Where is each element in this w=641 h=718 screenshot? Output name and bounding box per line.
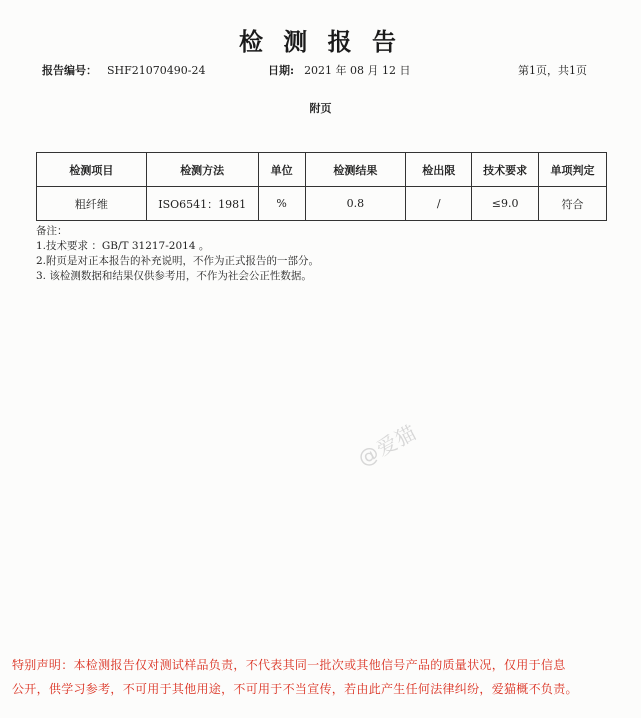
disclaimer — [12, 653, 632, 701]
result-table — [36, 152, 607, 221]
table-header-cell: 技术要求 — [472, 153, 539, 187]
table-header-cell: 检测方法 — [146, 153, 258, 187]
table-header-cell: 单项判定 — [539, 153, 607, 187]
table-row — [37, 187, 607, 221]
report-number-label: 报告编号： — [42, 64, 97, 77]
report-number — [42, 62, 205, 78]
report-number-value: SHF21070490-24 — [107, 64, 206, 77]
table-header-cell: 单位 — [258, 153, 305, 187]
report-date — [268, 62, 411, 78]
table-cell: 粗纤维 — [37, 187, 147, 221]
note-line: 2.附页是对正本报告的补充说明，不作为正式报告的一部分。 — [36, 255, 320, 267]
note-line: 1.技术要求 ：GB/T 31217-2014 。 — [36, 240, 210, 252]
watermark: @爱猫 — [353, 419, 421, 471]
page-info: 第1页，共1页 — [518, 64, 587, 77]
notes-label: 备注： — [36, 225, 68, 237]
disclaimer-line: 公开，供学习参考，不可用于其他用途，不可用于不当宣传，若由此产生任何法律纠纷，爱猫概不负责。 — [12, 682, 578, 696]
report-date-label: 日期: — [268, 64, 295, 77]
report-title: 检 测 报 告 — [238, 27, 403, 56]
subtitle-appendix: 附页 — [309, 102, 332, 115]
table-cell: % — [258, 187, 305, 221]
note-line: 3. 该检测数据和结果仅供参考用，不作为社会公正性数据。 — [36, 270, 312, 282]
table-header-cell: 检出限 — [406, 153, 472, 187]
table-header-row — [37, 153, 607, 187]
table-cell: ISO6541：1981 — [146, 187, 258, 221]
table-header-cell: 检测项目 — [37, 153, 147, 187]
disclaimer-line: 特别声明：本检测报告仅对测试样品负责，不代表其同一批次或其他信号产品的质量状况，仅用于信息 — [12, 658, 566, 672]
table-cell: ≤9.0 — [472, 187, 539, 221]
notes-section — [36, 224, 319, 284]
table-header-cell: 检测结果 — [305, 153, 406, 187]
table-cell: 符合 — [539, 187, 607, 221]
report-date-value: 2021 年 08 月 12 日 — [304, 64, 411, 77]
table-cell: 0.8 — [305, 187, 406, 221]
table-cell: / — [406, 187, 472, 221]
